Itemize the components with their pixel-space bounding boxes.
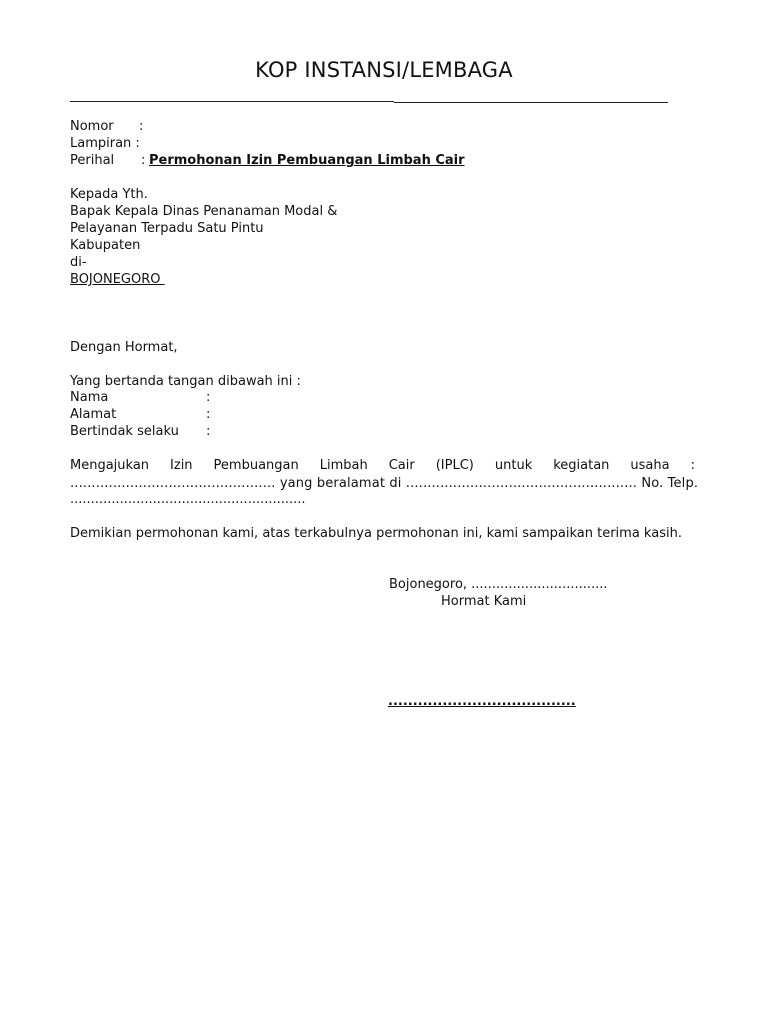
greeting: Dengan Hormat, — [70, 340, 178, 355]
signature-name-line: ...................................... — [388, 694, 576, 709]
alamat-colon: : — [206, 407, 211, 422]
request-word: usaha — [630, 458, 670, 473]
perihal-colon: : — [141, 153, 146, 168]
request-word: (IPLC) — [435, 458, 474, 473]
bertindak-colon: : — [206, 424, 211, 439]
request-word: untuk — [494, 458, 533, 473]
address-line-4: Kabupaten — [70, 238, 141, 253]
request-line-3: ......................................................... — [70, 492, 306, 507]
address-line-1: Kepada Yth. — [70, 187, 148, 202]
nomor-label: Nomor — [70, 119, 114, 134]
nomor-colon: : — [139, 119, 144, 134]
lampiran-label: Lampiran : — [70, 136, 140, 151]
place-date: Bojonegoro, ................................. — [389, 577, 608, 592]
request-word: Pembuangan — [213, 458, 299, 473]
bertindak-label: Bertindak selaku — [70, 424, 179, 439]
address-line-3: Pelayanan Terpadu Satu Pintu — [70, 221, 264, 236]
request-word: Izin — [170, 458, 193, 473]
regards-text: Hormat Kami — [441, 594, 527, 609]
request-line-2: ................................................ yang beralamat di ...................................................... No. Telp. — [70, 476, 699, 491]
address-city: BOJONEGORO — [70, 272, 165, 287]
address-line-5: di- — [70, 255, 87, 270]
nama-label: Nama — [70, 390, 109, 405]
letterhead-rule-left — [70, 101, 394, 102]
perihal-label: Perihal — [70, 153, 115, 168]
letterhead-title: KOP INSTANSI/LEMBAGA — [255, 58, 513, 82]
request-word: Mengajukan — [70, 458, 150, 473]
request-word: kegiatan — [553, 458, 610, 473]
request-word: Cair — [388, 458, 415, 473]
request-word: Limbah — [319, 458, 368, 473]
perihal-value: Permohonan Izin Pembuangan Limbah Cair — [149, 153, 465, 168]
nama-colon: : — [206, 390, 211, 405]
closing-text: Demikian permohonan kami, atas terkabulnya permohonan ini, kami sampaikan terima kasih. — [70, 526, 682, 541]
letterhead-rule-right — [394, 102, 668, 103]
alamat-label: Alamat — [70, 407, 117, 422]
request-line-1 — [70, 458, 695, 473]
request-word: : — [690, 458, 695, 473]
address-line-2: Bapak Kepala Dinas Penanaman Modal & — [70, 204, 338, 219]
intro-text: Yang bertanda tangan dibawah ini : — [70, 374, 301, 389]
